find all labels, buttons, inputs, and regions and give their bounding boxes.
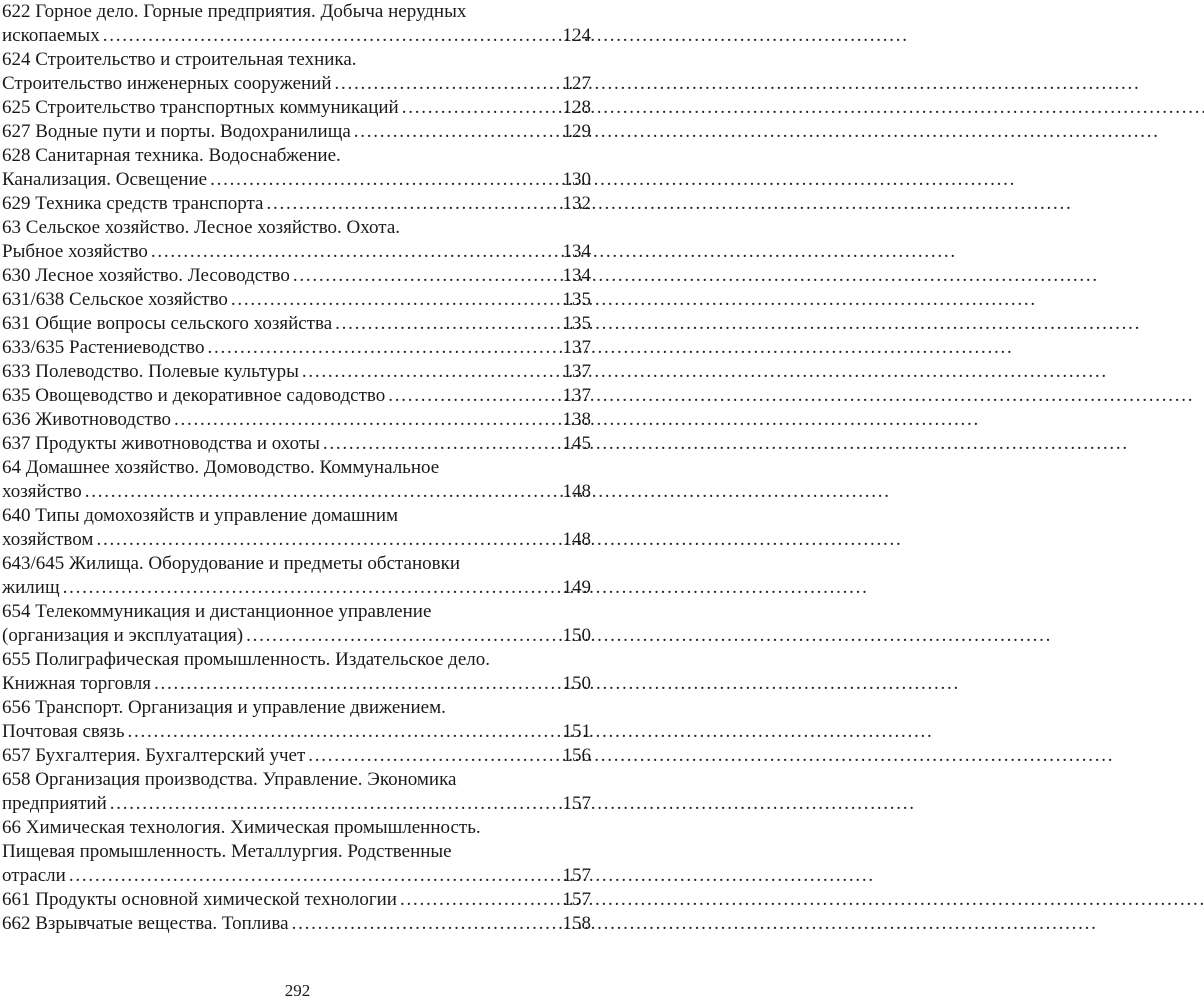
toc-entry-page: 148 — [562, 481, 591, 502]
toc-entry-last-line — [2, 360, 591, 384]
toc-entry-last-line — [2, 888, 591, 912]
dot-leader — [308, 744, 559, 768]
toc-entry-page: 138 — [562, 409, 591, 430]
toc-entry — [2, 360, 591, 384]
toc-entry — [2, 816, 591, 888]
toc-entry-page: 132 — [562, 193, 591, 214]
toc-entry-last-line — [2, 792, 591, 816]
dot-leader — [128, 720, 560, 744]
toc-entry-last-line — [2, 528, 591, 552]
toc-entry-title: 631/638 Сельское хозяйство — [2, 289, 228, 310]
dot-leader — [400, 888, 560, 912]
toc-entry-title: 627 Водные пути и порты. Водохранилища — [2, 121, 351, 142]
dot-leader — [96, 528, 559, 552]
toc-entry-title: 633 Полеводство. Полевые культуры — [2, 361, 299, 382]
toc-entry-last-line — [2, 864, 591, 888]
toc-entry-title: жилищ — [2, 577, 60, 598]
toc-entry-title: 633/635 Растениеводство — [2, 337, 205, 358]
toc-entry-title: 661 Продукты основной химической технологии — [2, 889, 397, 910]
toc-entry-last-line — [2, 96, 591, 120]
dot-leader — [302, 360, 560, 384]
toc-entry-line: 624 Строительство и строительная техника. — [2, 49, 357, 70]
dot-leader — [335, 72, 560, 96]
toc-entry — [2, 384, 591, 408]
toc-entry-page: 157 — [562, 889, 591, 910]
toc-entry-last-line — [2, 240, 591, 264]
toc-entry-last-line — [2, 576, 591, 600]
toc-entry-page: 137 — [562, 361, 591, 382]
toc-entry-title: 662 Взрывчатые вещества. Топлива — [2, 913, 289, 934]
toc-entry-title: хозяйство — [2, 481, 82, 502]
toc-entry-title: предприятий — [2, 793, 107, 814]
toc-entry-title: Рыбное хозяйство — [2, 241, 148, 262]
toc-entry-title: 635 Овощеводство и декоративное садоводство — [2, 385, 386, 406]
toc-entry-page: 128 — [562, 97, 591, 118]
toc-entry — [2, 192, 591, 216]
toc-entry-line: 655 Полиграфическая промышленность. Издательское дело. — [2, 649, 491, 670]
toc-entry — [2, 600, 591, 648]
toc-entry-last-line — [2, 168, 591, 192]
toc-entry — [2, 648, 591, 696]
toc-entry-page: 130 — [562, 169, 591, 190]
toc-entry-title: 630 Лесное хозяйство. Лесоводство — [2, 265, 290, 286]
toc-entry-line: 654 Телекоммуникация и дистанционное управление — [2, 601, 432, 622]
dot-leader — [292, 912, 560, 936]
toc-entry-page: 149 — [562, 577, 591, 598]
toc-entry-last-line — [2, 432, 591, 456]
toc-entry-title: 637 Продукты животноводства и охоты — [2, 433, 320, 454]
toc-entry-page: 135 — [562, 313, 591, 334]
toc-entry-title: Почтовая связь — [2, 721, 125, 742]
toc-entry-title: (организация и эксплуатация) — [2, 625, 244, 646]
toc-entry-last-line — [2, 264, 591, 288]
toc-entry-line: Пищевая промышленность. Металлургия. Родственные — [2, 841, 452, 862]
dot-leader — [69, 864, 560, 888]
toc-entry-page: 134 — [562, 265, 591, 286]
dot-leader — [85, 480, 560, 504]
dot-leader — [174, 408, 559, 432]
toc-entry-title: 636 Животноводство — [2, 409, 172, 430]
toc-entry-page: 129 — [562, 121, 591, 142]
toc-entry — [2, 888, 591, 912]
toc-entry-last-line — [2, 480, 591, 504]
dot-leader — [231, 288, 560, 312]
toc-entry-page: 127 — [562, 73, 591, 94]
toc-entry-page: 151 — [562, 721, 591, 742]
toc-entry — [2, 744, 591, 768]
toc-entry-title: 657 Бухгалтерия. Бухгалтерский учет — [2, 745, 306, 766]
page-number: 292 — [284, 981, 311, 1000]
toc-entry-line: 628 Санитарная техника. Водоснабжение. — [2, 145, 341, 166]
toc-entry-last-line — [2, 912, 591, 936]
toc-entry-title: Канализация. Освещение — [2, 169, 208, 190]
toc-entry — [2, 432, 591, 456]
toc-entry-page: 150 — [562, 673, 591, 694]
toc-entry-last-line — [2, 192, 591, 216]
dot-leader — [151, 240, 560, 264]
toc-entry-last-line — [2, 312, 591, 336]
toc-entry-line: 658 Организация производства. Управление. Экономика — [2, 769, 457, 790]
toc-entry-page: 156 — [562, 745, 591, 766]
dot-leader — [335, 312, 559, 336]
toc-entry-page: 150 — [562, 625, 591, 646]
toc-entry-line: 63 Сельское хозяйство. Лесное хозяйство. Охота. — [2, 217, 401, 238]
toc-entry-title: хозяйством — [2, 529, 94, 550]
dot-leader — [388, 384, 559, 408]
toc-entry-last-line — [2, 336, 591, 360]
toc-entry-page: 145 — [562, 433, 591, 454]
toc-entry-line: 656 Транспорт. Организация и управление движением. — [2, 697, 446, 718]
toc-entry-line: 64 Домашнее хозяйство. Домоводство. Коммунальное — [2, 457, 440, 478]
toc-entry — [2, 48, 591, 96]
toc-entry-title: Строительство инженерных сооружений — [2, 73, 332, 94]
toc-entry-page: 124 — [562, 25, 591, 46]
toc-entry-title: Книжная торговля — [2, 673, 152, 694]
toc-entry — [2, 696, 591, 744]
toc-entry-last-line — [2, 24, 591, 48]
toc-entry-title: 631 Общие вопросы сельского хозяйства — [2, 313, 333, 334]
toc-entry-last-line — [2, 720, 591, 744]
toc-entry — [2, 336, 591, 360]
toc-entry-page: 137 — [562, 337, 591, 358]
toc-entry-title: 629 Техника средств транспорта — [2, 193, 264, 214]
toc-entry-page: 157 — [562, 865, 591, 886]
dot-leader — [208, 336, 560, 360]
toc-entry — [2, 96, 591, 120]
toc-entry-last-line — [2, 384, 591, 408]
dot-leader — [154, 672, 559, 696]
toc-entry-line: 643/645 Жилища. Оборудование и предметы обстановки — [2, 553, 461, 574]
toc-entry-page: 158 — [562, 913, 591, 934]
toc-entry-title: ископаемых — [2, 25, 100, 46]
toc-entry-line: 640 Типы домохозяйств и управление домашним — [2, 505, 399, 526]
toc-entry — [2, 0, 591, 48]
dot-leader — [110, 792, 560, 816]
toc-entry — [2, 264, 591, 288]
toc-entry-line: 622 Горное дело. Горные предприятия. Добыча нерудных — [2, 1, 467, 22]
dot-leader — [402, 96, 560, 120]
toc-entry — [2, 144, 591, 192]
toc-entry-last-line — [2, 120, 591, 144]
toc-entry-last-line — [2, 672, 591, 696]
toc-entry-page: 135 — [562, 289, 591, 310]
toc-entry — [2, 552, 591, 600]
dot-leader — [246, 624, 559, 648]
toc-entry — [2, 912, 591, 936]
toc-entry — [2, 120, 591, 144]
toc-entry-title: 625 Строительство транспортных коммуникаций — [2, 97, 399, 118]
dot-leader — [266, 192, 559, 216]
dot-leader — [354, 120, 560, 144]
toc-entry — [2, 768, 591, 816]
toc-entry-page: 148 — [562, 529, 591, 550]
toc-entry-last-line — [2, 744, 591, 768]
toc-entry-last-line — [2, 624, 591, 648]
toc-entry — [2, 216, 591, 264]
toc-entry-last-line — [2, 408, 591, 432]
toc-entry-page: 134 — [562, 241, 591, 262]
toc-entry-title: отрасли — [2, 865, 66, 886]
dot-leader — [293, 264, 560, 288]
toc-entry-last-line — [2, 288, 591, 312]
toc-entry — [2, 288, 591, 312]
table-of-contents — [2, 0, 591, 936]
toc-entry-line: 66 Химическая технология. Химическая промышленность. — [2, 817, 481, 838]
toc-entry-last-line — [2, 72, 591, 96]
dot-leader — [103, 24, 560, 48]
toc-entry — [2, 504, 591, 552]
dot-leader — [210, 168, 559, 192]
toc-entry — [2, 408, 591, 432]
toc-entry — [2, 312, 591, 336]
toc-entry-page: 157 — [562, 793, 591, 814]
dot-leader — [323, 432, 560, 456]
dot-leader — [63, 576, 560, 600]
toc-entry — [2, 456, 591, 504]
toc-entry-page: 137 — [562, 385, 591, 406]
